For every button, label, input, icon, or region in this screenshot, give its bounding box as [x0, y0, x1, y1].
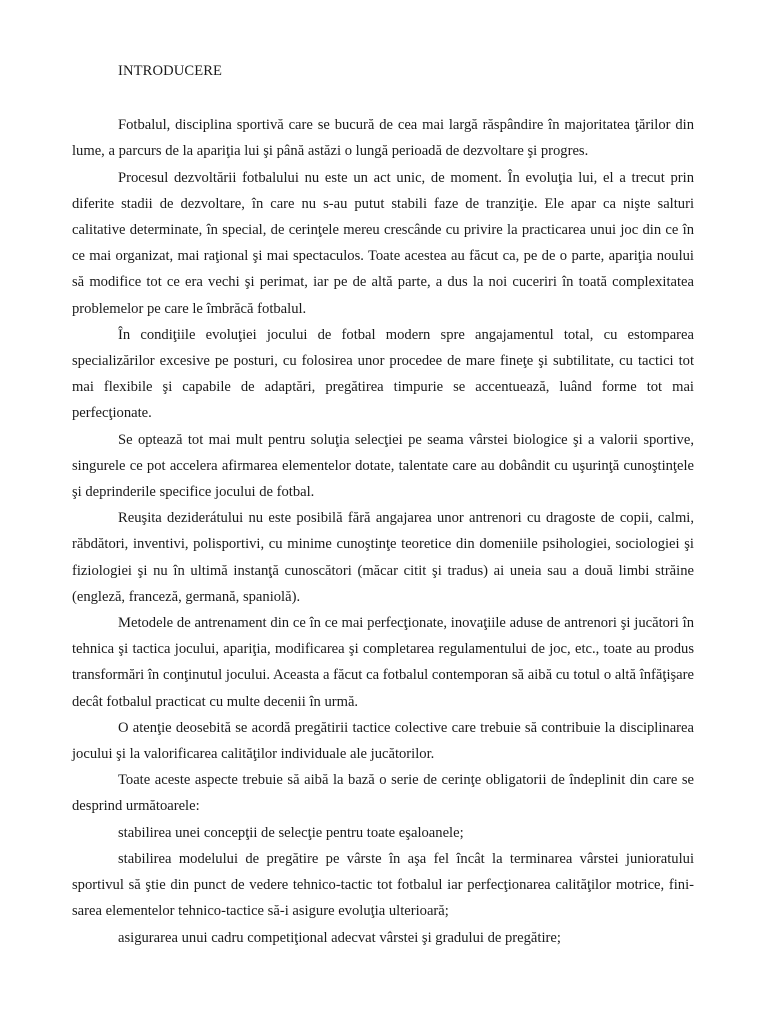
document-page [72, 58, 694, 951]
paragraph-7: O atenţie deosebită se acordă pregătirii tactice colective care trebuie să contribuie la disciplinarea jocului şi la valorificarea calităţilor individuale ale jucătorilor. [72, 719, 694, 763]
list-item-1: stabilirea unei concepţii de selecţie pentru toate eşaloanele; [118, 824, 464, 841]
paragraph-3: În condiţiile evoluţiei jocului de fotbal modern spre angajamentul total, cu estomparea specializărilor excesive pe posturi, cu folosirea unor procedee de mare fineţe şi subtilitate, cu tactici tot mai flexibile şi capabile de adaptări, pregătirea timpurie se accentuează, luând forme tot mai perfecţionate. [72, 326, 694, 422]
paragraph-4: Se optează tot mai mult pentru soluţia selecţiei pe seama vârstei biologice şi a valorii sportive, singurele ce pot accelera afirmarea elementelor dotate, talentate care au dobândit cu uşurinţă cunoştinţele şi deprinderile specifice jocului de fotbal. [72, 431, 694, 501]
paragraph-8: Toate aceste aspecte trebuie să aibă la bază o serie de cerinţe obligatorii de îndeplinit din care se desprind următoarele: [72, 772, 694, 815]
page-title: INTRODUCERE [118, 63, 223, 79]
paragraph-6: Metodele de antrenament din ce în ce mai perfecţionate, inovaţiile aduse de antrenori şi jucători în tehnica şi tactica jocului, apariţia, modificarea şi completarea regulamentului de joc, etc., toate au produs transformări în conţinutul jocului. Aceasta a făcut ca fotbalul contemporan să aibă cu totul o altă înfăţişare decât fotbalul practicat cu multe decenii în urmă. [72, 615, 694, 710]
paragraph-5: Reuşita deziderátului nu este posibilă fără angajarea unor antrenori cu dragoste de copii, calmi, răbdători, inventivi, polisportivi, cu minime cunoştinţe teoretice din domeniile psihologiei, sociologiei şi fiziologiei şi nu în ultimă instanţă cunoscători (măcar citit şi tradus) ai uneia sau a două limbi străine (engleză, franceză, germană, spaniolă). [72, 510, 694, 605]
list-item-2: stabilirea modelului de pregătire pe vârste în aşa fel încât la terminarea vârstei junioratului sportivul să ştie din punct de vedere tehnico-tactic tot fotbalul iar perfecţionarea calităţilor motrice, fini-sarea elementelor tehnico-tactice să-i asigure evoluţia ulterioară; [72, 850, 694, 920]
list-item-3: asigurarea unui cadru competiţional adecvat vârstei şi gradului de pregătire; [118, 929, 561, 946]
paragraph-1: Fotbalul, disciplina sportivă care se bucură de cea mai largă răspândire în majoritatea ţărilor din lume, a parcurs de la apariţia lui şi până astăzi o lungă perioadă de dezvoltare şi progres. [72, 117, 694, 160]
paragraph-2: Procesul dezvoltării fotbalului nu este un act unic, de moment. În evoluţia lui, el a trecut prin diferite stadii de dezvoltare, în care nu s-au putut stabili faze de tranziţie. Ele apar ca nişte salturi calitative determinate, în special, de cerinţele mereu crescânde cu privire la practicarea unui joc din ce în ce mai organizat, mai raţional şi mai spectaculos. Toate acestea au făcut ca, pe de o parte, apariţia noului să modifice tot ce era vechi şi perimat, iar pe de altă parte, a dus la noi cuceriri în toată complexitatea problemelor pe care le îmbrăcă fotbalul. [72, 169, 694, 317]
